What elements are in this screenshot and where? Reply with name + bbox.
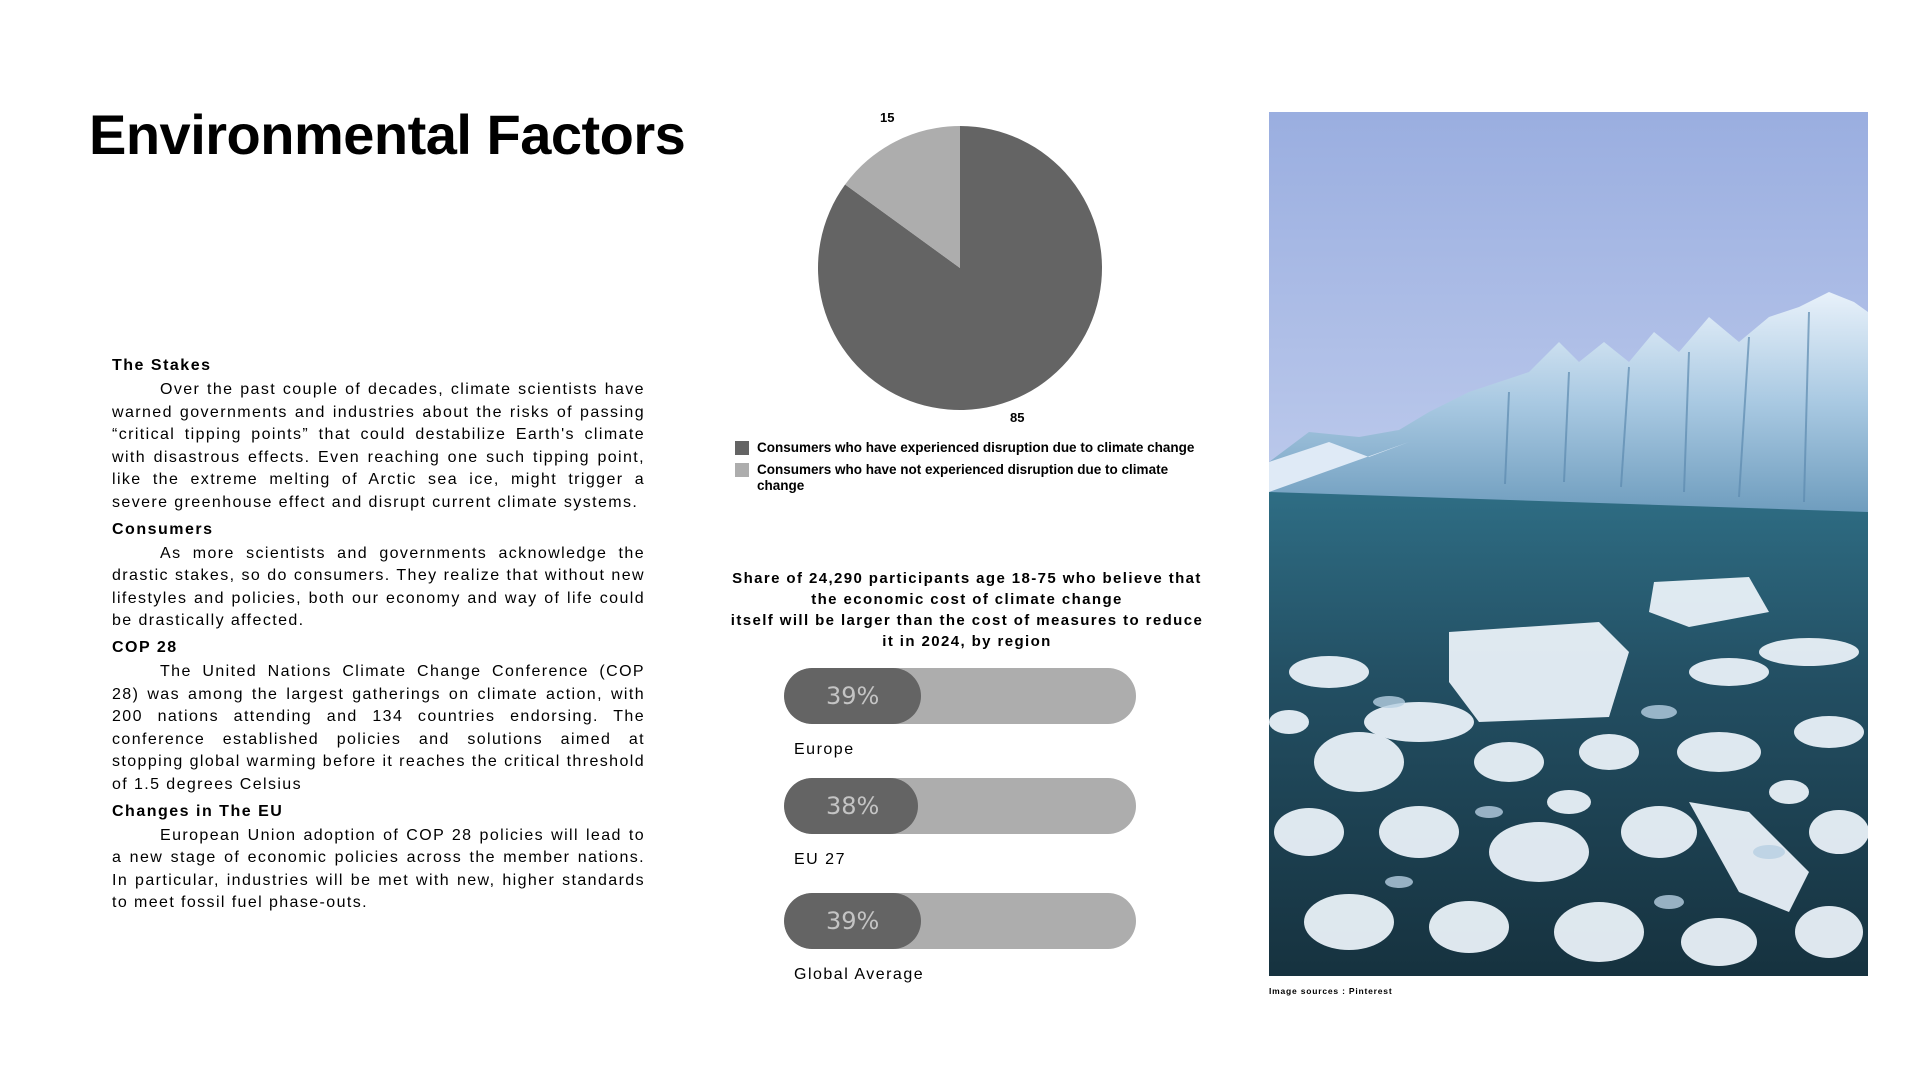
legend-item-experienced [735,440,1215,456]
legend-label-experienced: Consumers who have experienced disruption due to climate change [757,440,1195,455]
pie-chart-svg [810,108,1110,428]
pie-data-label-15: 15 [880,110,895,125]
section-heading-cop28: COP 28 [112,638,178,656]
pie-legend [735,440,1215,500]
bar-chart-title [712,568,1222,652]
bar-chart-title-line: it in 2024, by region [882,633,1052,650]
legend-swatch-dark [735,441,749,455]
pie-data-label-85: 85 [1010,410,1025,425]
bar-category-label: Global Average [794,966,925,983]
bar-eu27 [784,778,1136,869]
bar-value-label: 38% [826,792,880,820]
page-title: Environmental Factors [89,103,686,166]
legend-item-not-experienced [735,462,1215,494]
bar-category-label: Europe [794,741,855,758]
bar-value-label: 39% [826,682,880,710]
bar-track [784,668,1136,724]
section-body-eu: European Union adoption of COP 28 policies will lead to a new stage of economic policies across the member nations. In particular, industries will be met with new, higher standards to meet fossil fuel phase-outs. [112,826,645,912]
article-text [112,355,645,919]
bar-category-label: EU 27 [794,851,846,868]
section-body-cop28: The United Nations Climate Change Conference (COP 28) was among the largest gatherings on climate action, with 200 nations attending and 134 countries endorsing. The conference established policies and solutions aimed at stopping global warming before it reaches the critical threshold of 1.5 degrees Celsius [112,662,645,793]
glacier-illustration [1269,112,1868,976]
section-heading-eu: Changes in The EU [112,802,284,820]
bar-europe [784,668,1136,759]
glacier-photo [1269,112,1868,976]
bar-chart-title-line: itself will be larger than the cost of measures to reduce [730,612,1204,629]
bar-chart-title-line: the economic cost of climate change [811,591,1123,608]
pie-chart [810,108,1110,428]
bar-global-average [784,893,1136,984]
section-body-consumers: As more scientists and governments acknowledge the drastic stakes, so do consumers. They realize that without new lifestyles and policies, both our economy and way of life could be drastically affected. [112,544,645,630]
bar-track [784,778,1136,834]
section-heading-stakes: The Stakes [112,357,212,374]
image-source-caption: Image sources : Pinterest [1269,986,1393,996]
bar-value-label: 39% [826,907,880,935]
legend-label-not-experienced: Consumers who have not experienced disruption due to climate change [757,462,1169,493]
legend-swatch-light [735,463,749,477]
section-heading-consumers: Consumers [112,520,214,538]
bar-chart-title-line: Share of 24,290 participants age 18-75 who believe that [732,570,1202,587]
section-body-stakes: Over the past couple of decades, climate scientists have warned governments and industries about the risks of passing “critical tipping points” that could destabilize Earth's climate with disastrous effects. Even reaching one such tipping point, like the extreme melting of Arctic sea ice, might trigger a severe greenhouse effect and disrupt current climate systems. [112,381,645,511]
bar-track [784,893,1136,949]
